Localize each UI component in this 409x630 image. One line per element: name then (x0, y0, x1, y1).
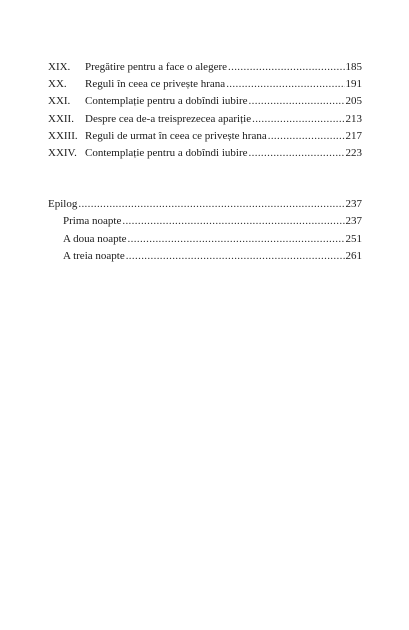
toc-entry-chapter-19[interactable] (48, 59, 362, 76)
dot-leader (78, 196, 344, 213)
chapter-number: XX. (48, 78, 67, 91)
page-number: 205 (345, 95, 362, 108)
chapter-title: Contemplație pentru a dobîndi iubire (85, 95, 248, 108)
epilog-title: Epilog (48, 198, 78, 211)
dot-leader (228, 59, 345, 76)
section-gap (48, 162, 362, 179)
chapter-number: XXI. (48, 95, 71, 108)
page-number: 213 (345, 112, 362, 125)
dot-leader (128, 231, 345, 248)
chapter-title: Reguli de urmat în ceea ce privește hrana (85, 129, 267, 142)
dot-leader (249, 93, 345, 110)
night-title: A treia noapte (63, 249, 125, 262)
table-of-contents (48, 59, 362, 265)
chapter-number: XXIV. (48, 146, 77, 159)
page-number: 217 (345, 129, 362, 142)
toc-entry-night-3[interactable] (48, 248, 362, 265)
section-gap (48, 179, 362, 196)
night-title: Prima noapte (63, 215, 122, 228)
chapter-number: XIX. (48, 61, 71, 73)
toc-entry-chapter-23[interactable] (48, 128, 362, 145)
page-number: 185 (345, 61, 362, 73)
dot-leader (126, 248, 345, 265)
chapter-title: Contemplație pentru a dobîndi iubire (85, 146, 248, 159)
page-number: 191 (345, 78, 362, 91)
toc-entry-epilog[interactable] (48, 196, 362, 213)
dot-leader (122, 213, 344, 230)
toc-entry-chapter-21[interactable] (48, 93, 362, 110)
dot-leader (252, 111, 344, 128)
toc-entry-chapter-20[interactable] (48, 76, 362, 93)
chapter-title: Reguli în ceea ce privește hrana (85, 78, 226, 91)
page-number: 237 (345, 215, 362, 228)
toc-entry-chapter-22[interactable] (48, 111, 362, 128)
toc-entry-chapter-24[interactable] (48, 145, 362, 162)
chapter-number: XXII. (48, 112, 74, 125)
page-number: 223 (345, 146, 362, 159)
night-title: A doua noapte (63, 232, 127, 245)
dot-leader (226, 76, 344, 93)
chapter-number: XXIII. (48, 129, 78, 142)
chapter-title: Pregătire pentru a face o alegere (85, 61, 227, 73)
page-number: 261 (345, 249, 362, 262)
dot-leader (268, 128, 345, 145)
dot-leader (249, 145, 345, 162)
toc-entry-night-2[interactable] (48, 231, 362, 248)
chapter-title: Despre cea de-a treisprezecea apariție (85, 112, 252, 125)
page-number: 251 (345, 232, 362, 245)
toc-entry-night-1[interactable] (48, 213, 362, 230)
page-number: 237 (345, 198, 362, 211)
